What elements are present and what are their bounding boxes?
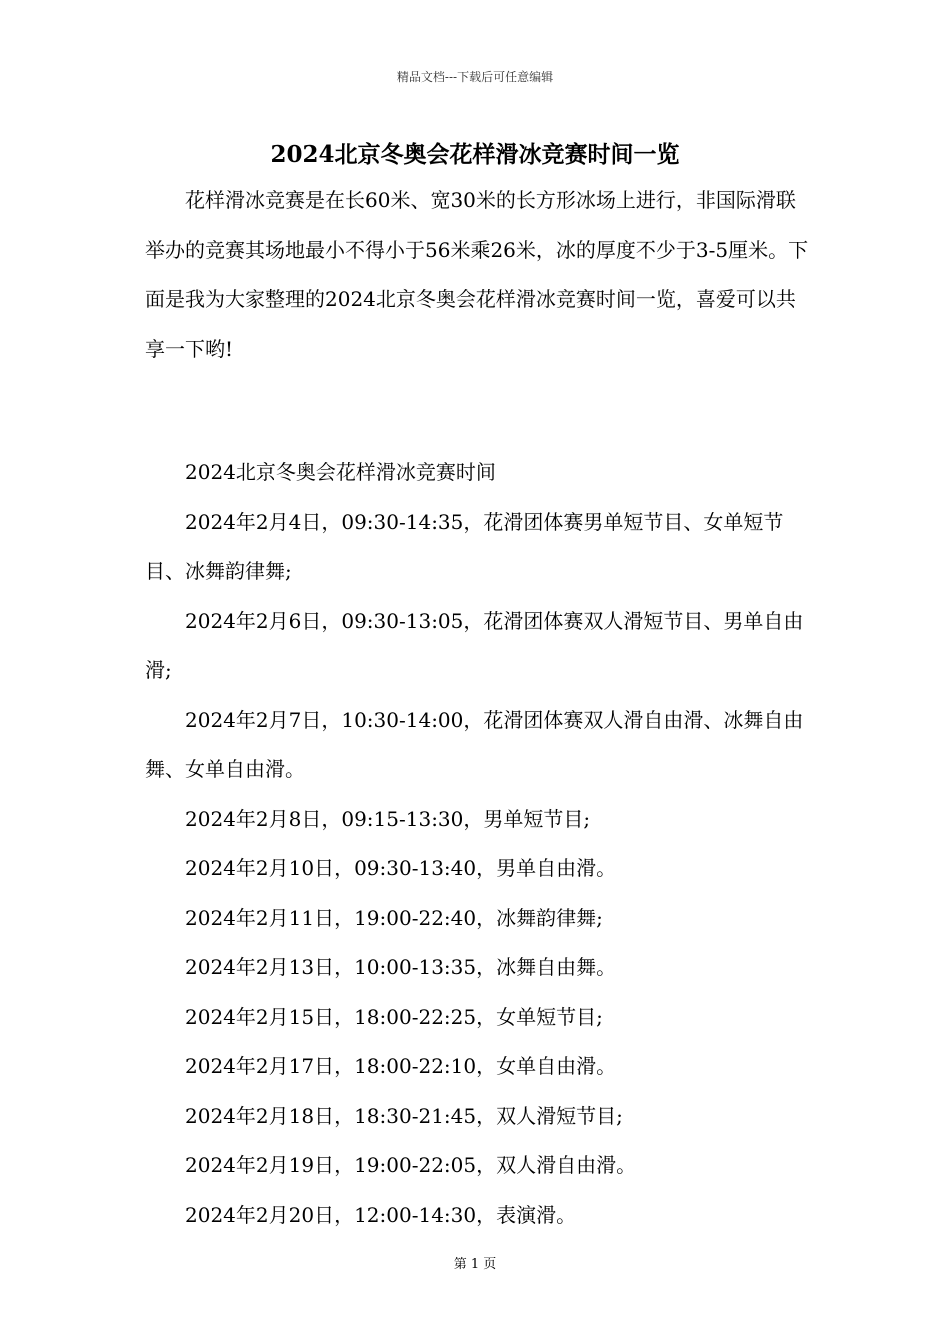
page-title: 2024北京冬奥会花样滑冰竞赛时间一览 — [270, 141, 680, 168]
schedule-item: 2024年2月4日，09:30-14:35，花滑团体赛男单短节目、女单短节目、冰舞韵律舞; — [145, 509, 784, 583]
section-heading: 2024北京冬奥会花样滑冰竞赛时间 — [185, 460, 496, 484]
schedule-item: 2024年2月11日，19:00-22:40，冰舞韵律舞; — [185, 905, 603, 930]
schedule-item: 2024年2月17日，18:00-22:10，女单自由滑。 — [185, 1054, 617, 1078]
schedule-item: 2024年2月19日，19:00-22:05，双人滑自由滑。 — [185, 1153, 637, 1177]
page-number: 第 1 页 — [453, 1257, 497, 1272]
header-note: 精品文档---下载后可任意编辑 — [396, 70, 554, 84]
schedule-item: 2024年2月8日，09:15-13:30，男单短节目; — [185, 806, 591, 831]
schedule-item: 2024年2月7日，10:30-14:00，花滑团体赛双人滑自由滑、冰舞自由舞、女单自由滑。 — [145, 707, 804, 781]
schedule-item: 2024年2月18日，18:30-21:45，双人滑短节目; — [185, 1103, 623, 1128]
schedule-item: 2024年2月20日，12:00-14:30，表演滑。 — [185, 1202, 577, 1227]
schedule-item: 2024年2月15日，18:00-22:25，女单短节目; — [185, 1004, 603, 1029]
schedule-item: 2024年2月13日，10:00-13:35，冰舞自由舞。 — [185, 955, 617, 979]
schedule-item: 2024年2月10日，09:30-13:40，男单自由滑。 — [185, 856, 617, 880]
paragraph-spacer — [145, 374, 809, 448]
document-body — [145, 176, 809, 1240]
intro-paragraph: 花样滑冰竞赛是在长60米、宽30米的长方形冰场上进行，非国际滑联举办的竞赛其场地最小不得小于56米乘26米，冰的厚度不少于3-5厘米。下面是我为大家整理的2024北京冬奥会花样滑冰竞赛时间一览，喜爱可以共享一下哟! — [145, 188, 809, 361]
schedule-item: 2024年2月6日，09:30-13:05，花滑团体赛双人滑短节目、男单自由滑; — [145, 608, 804, 682]
